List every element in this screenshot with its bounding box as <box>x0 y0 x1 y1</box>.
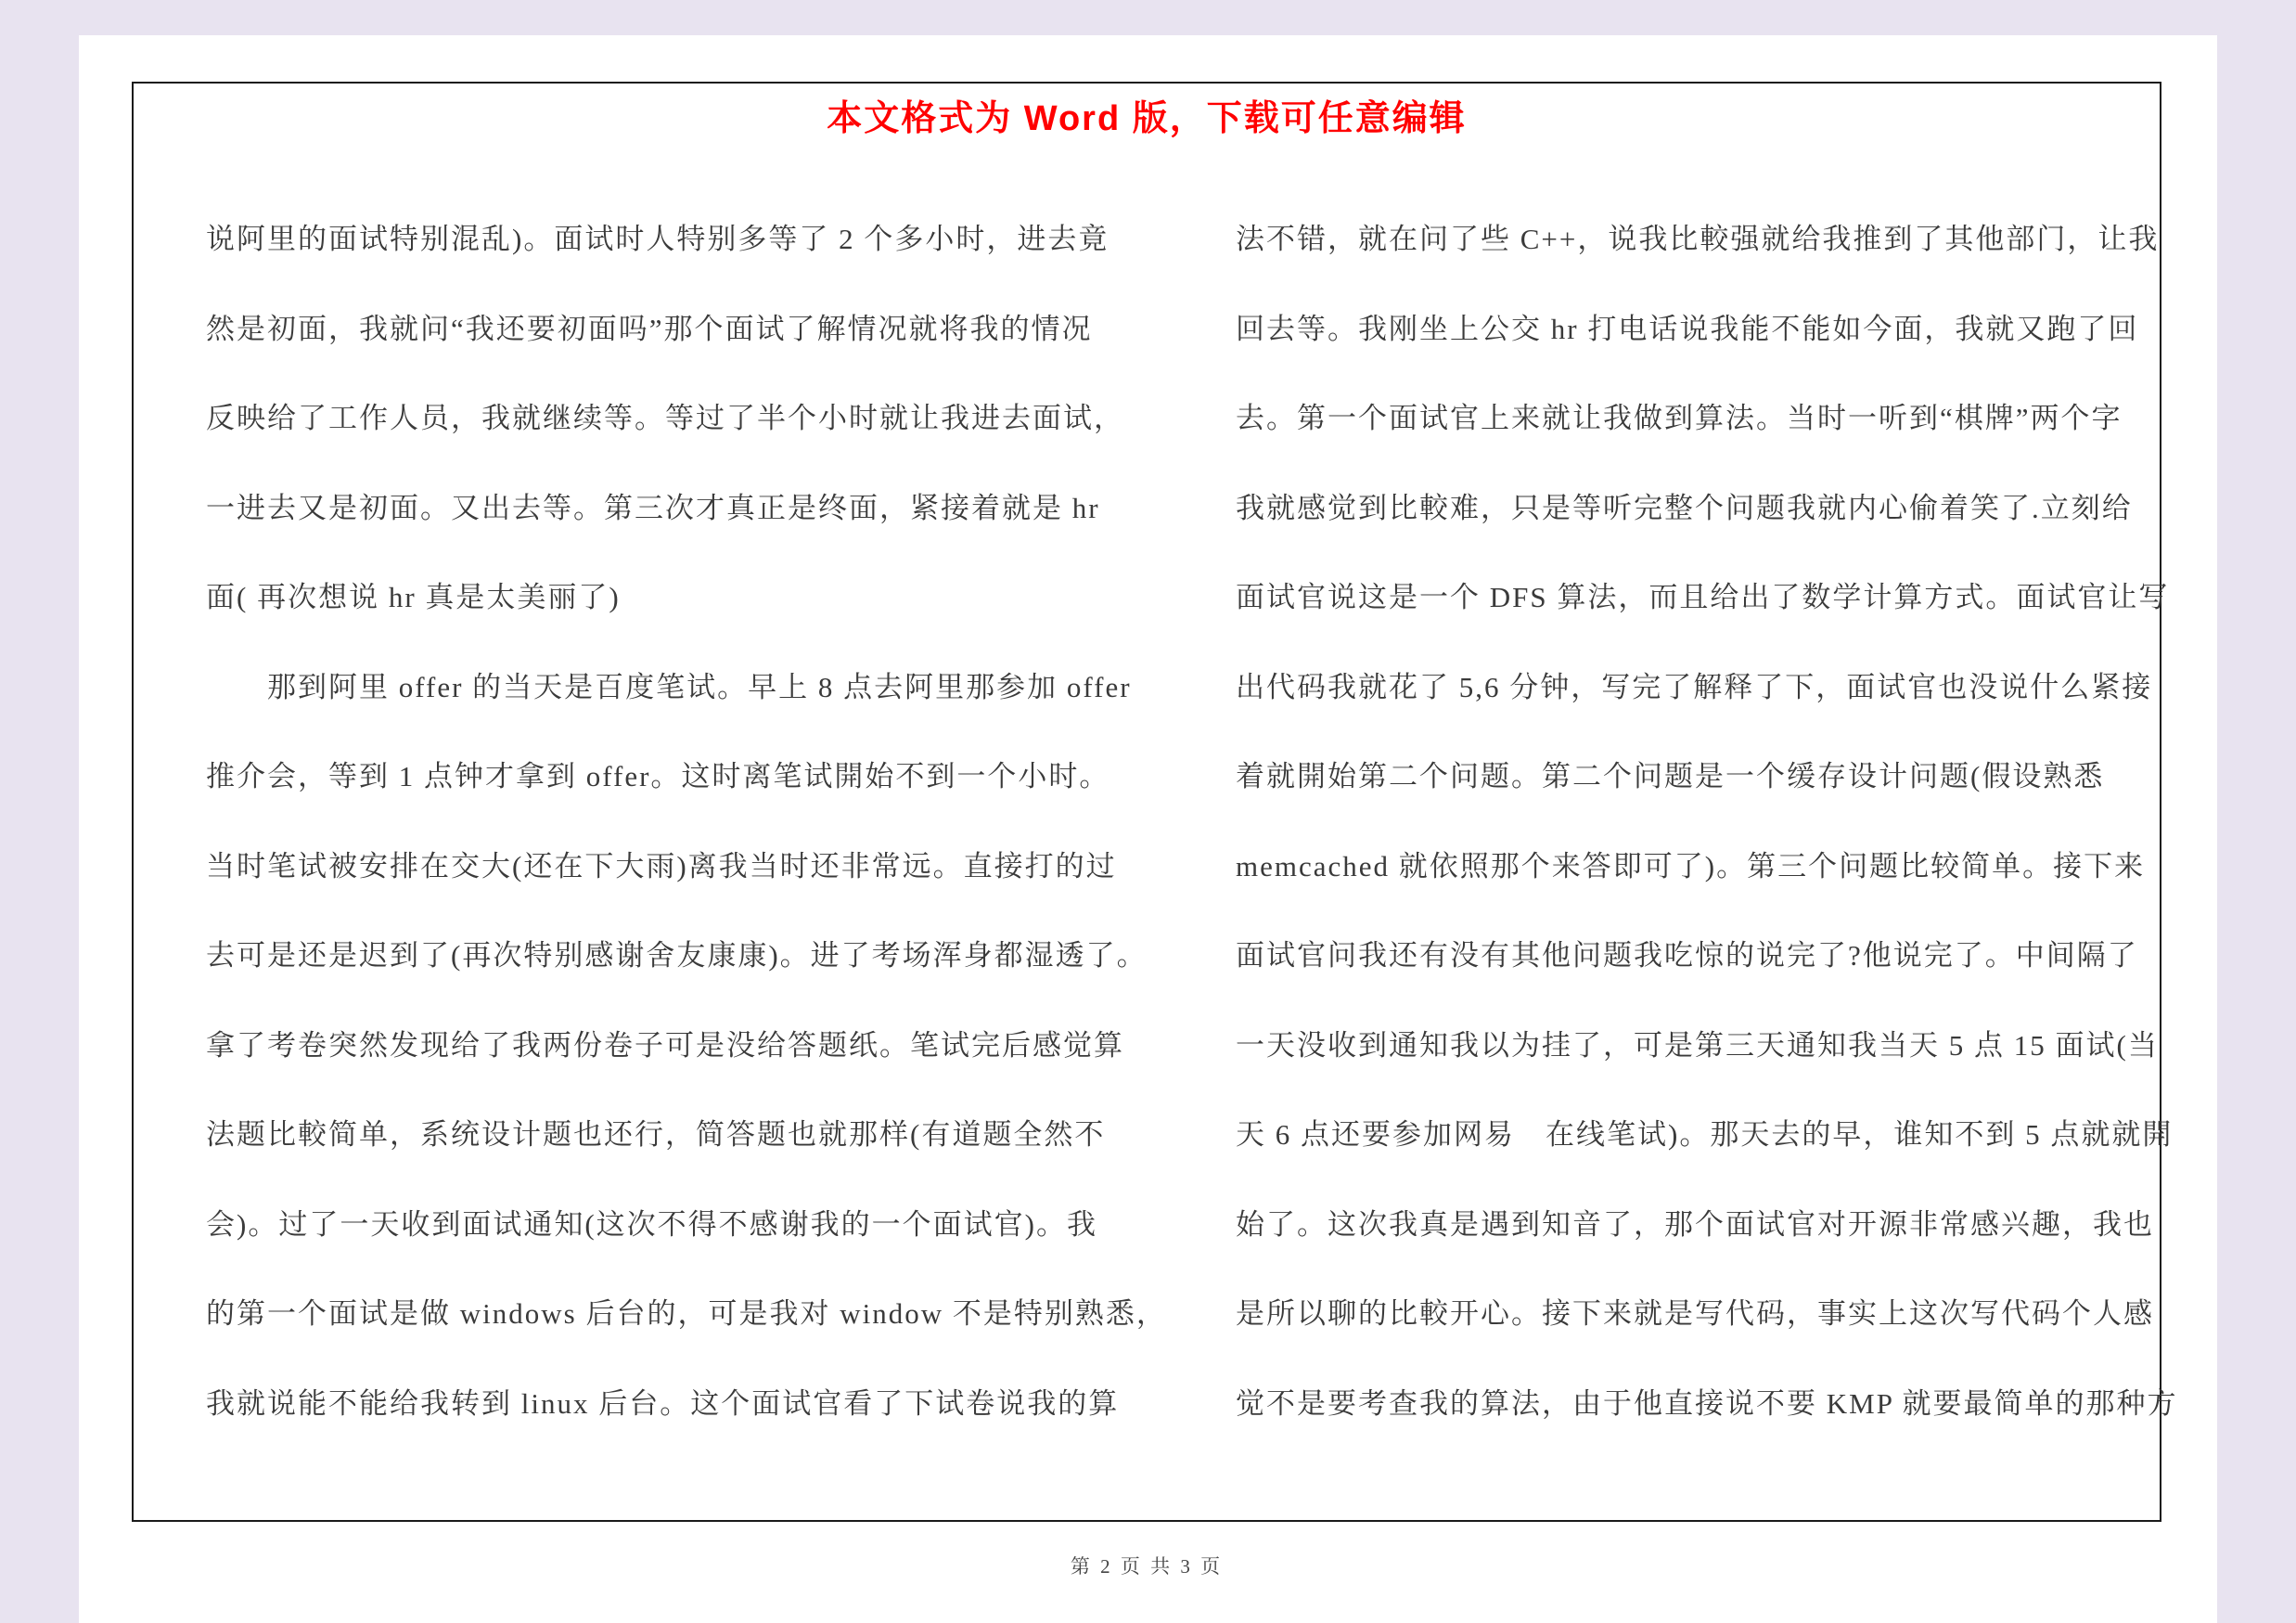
header-notice: 本文格式为 Word 版，下载可任意编辑 <box>827 99 1467 138</box>
text-line: 法不错，就在问了些 C++，说我比較强就给我推到了其他部门，让我 <box>1236 223 2160 255</box>
text-line: 是所以聊的比較开心。接下来就是写代码，事实上这次写代码个人感 <box>1236 1297 2154 1330</box>
text-line: 反映给了工作人员，我就继续等。等过了半个小时就让我进去面试， <box>206 402 1124 434</box>
text-line: 当时笔试被安排在交大(还在下大雨)离我当时还非常远。直接打的过 <box>206 849 1117 882</box>
text-line: memcached 就依照那个来答即可了)。第三个问题比较简单。接下来 <box>1236 849 2146 882</box>
text-line: 面试官问我还有没有其他问题我吃惊的说完了?他说完了。中间隔了 <box>1236 939 2138 972</box>
text-line: 会)。过了一天收到面试通知(这次不得不感谢我的一个面试官)。我 <box>206 1207 1097 1241</box>
text-line: 说阿里的面试特别混乱)。面试时人特别多等了 2 个多小时，进去竟 <box>206 223 1110 255</box>
text-line: 的第一个面试是做 windows 后台的，可是我对 window 不是特别熟悉， <box>206 1297 1167 1330</box>
text-line: 着就開始第二个问题。第二个问题是一个缓存设计问题(假设熟悉 <box>1236 760 2105 792</box>
text-line: 面( 再次想说 hr 真是太美丽了) <box>206 581 621 613</box>
text-line: 法题比較简单，系统设计题也还行，简答题也就那样(有道题全然不 <box>206 1118 1106 1151</box>
text-line: 然是初面，我就问“我还要初面吗”那个面试了解情况就将我的情况 <box>206 312 1093 345</box>
text-line: 天 6 点还要参加网易 在线笔试)。那天去的早，谁知不到 5 点就就開 <box>1236 1118 2174 1151</box>
text-line: 一天没收到通知我以为挂了，可是第三天通知我当天 5 点 15 面试(当 <box>1236 1028 2159 1062</box>
text-line: 我就感觉到比較难，只是等听完整个问题我就内心偷着笑了.立刻给 <box>1236 491 2133 524</box>
text-column-right <box>1236 221 2191 1475</box>
text-line: 一进去又是初面。又出去等。第三次才真正是终面，紧接着就是 hr <box>206 491 1100 524</box>
footer-page-number: 第 2 页 共 3 页 <box>1070 1555 1224 1578</box>
document-page <box>79 35 2217 1623</box>
text-line: 回去等。我刚坐上公交 hr 打电话说我能不能如今面，我就又跑了回 <box>1236 312 2139 345</box>
text-line: 面试官说这是一个 DFS 算法，而且给出了数学计算方式。面试官让写 <box>1236 581 2170 613</box>
text-line: 我就说能不能给我转到 linux 后台。这个面试官看了下试卷说我的算 <box>206 1386 1120 1420</box>
text-line: 去。第一个面试官上来就让我做到算法。当时一听到“棋牌”两个字 <box>1236 402 2123 434</box>
text-line: 去可是还是迟到了(再次特别感谢舍友康康)。进了考场浑身都湿透了。 <box>206 939 1148 972</box>
text-line: 始了。这次我真是遇到知音了，那个面试官对开源非常感兴趣，我也 <box>1236 1207 2154 1241</box>
text-line: 拿了考卷突然发现给了我两份卷子可是没给答题纸。笔试完后感觉算 <box>206 1028 1124 1062</box>
text-line: 那到阿里 offer 的当天是百度笔试。早上 8 点去阿里那参加 offer <box>206 670 1132 703</box>
text-column-left <box>206 221 1167 1475</box>
text-line: 出代码我就花了 5,6 分钟，写完了解释了下，面试官也没说什么紧接 <box>1236 670 2153 703</box>
text-line: 推介会，等到 1 点钟才拿到 offer。这时离笔试開始不到一个小时。 <box>206 760 1110 792</box>
text-line: 觉不是要考查我的算法，由于他直接说不要 KMP 就要最简单的那种方 <box>1236 1386 2178 1420</box>
